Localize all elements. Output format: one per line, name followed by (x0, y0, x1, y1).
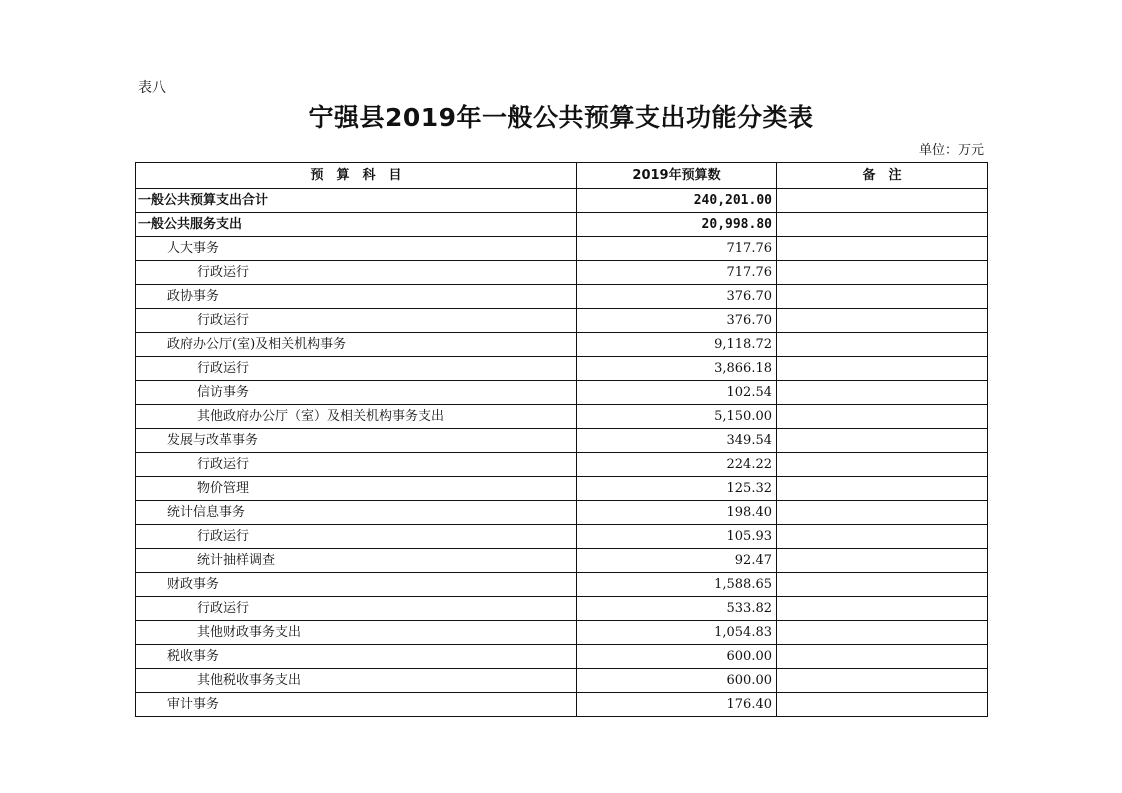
table-row (136, 381, 988, 405)
table-row (136, 645, 988, 669)
row-subject: 其他税收事务支出 (136, 669, 577, 693)
column-header-subject: 预 算 科 目 (136, 163, 577, 189)
row-subject: 行政运行 (136, 597, 577, 621)
row-note (777, 261, 988, 285)
row-subject: 行政运行 (136, 309, 577, 333)
table-number-label: 表八 (138, 80, 166, 96)
row-subject: 行政运行 (136, 357, 577, 381)
row-note (777, 309, 988, 333)
row-subject: 行政运行 (136, 525, 577, 549)
row-subject: 统计抽样调查 (136, 549, 577, 573)
table-body (136, 189, 988, 717)
row-note (777, 477, 988, 501)
row-amount: 717.76 (577, 237, 777, 261)
row-amount: 92.47 (577, 549, 777, 573)
row-note (777, 429, 988, 453)
table-row (136, 285, 988, 309)
table-row (136, 213, 988, 237)
table-row (136, 453, 988, 477)
row-amount: 376.70 (577, 285, 777, 309)
row-subject: 政府办公厅(室)及相关机构事务 (136, 333, 577, 357)
row-subject: 财政事务 (136, 573, 577, 597)
row-amount: 9,118.72 (577, 333, 777, 357)
row-subject: 物价管理 (136, 477, 577, 501)
table-row (136, 333, 988, 357)
row-note (777, 525, 988, 549)
row-note (777, 405, 988, 429)
table-row (136, 597, 988, 621)
row-note (777, 453, 988, 477)
unit-label: 单位：万元 (918, 143, 984, 158)
table-row (136, 693, 988, 717)
column-header-amount: 2019年预算数 (577, 163, 777, 189)
row-subject: 一般公共服务支出 (136, 213, 577, 237)
row-amount: 176.40 (577, 693, 777, 717)
table-row (136, 525, 988, 549)
row-note (777, 357, 988, 381)
row-note (777, 645, 988, 669)
table-row (136, 429, 988, 453)
row-amount: 102.54 (577, 381, 777, 405)
row-note (777, 213, 988, 237)
row-note (777, 597, 988, 621)
table-row (136, 621, 988, 645)
row-subject: 发展与改革事务 (136, 429, 577, 453)
row-amount: 5,150.00 (577, 405, 777, 429)
page-title: 宁强县2019年一般公共预算支出功能分类表 (308, 103, 814, 132)
table-row (136, 309, 988, 333)
row-subject: 政协事务 (136, 285, 577, 309)
row-subject: 税收事务 (136, 645, 577, 669)
row-subject: 行政运行 (136, 453, 577, 477)
table-row (136, 573, 988, 597)
row-amount: 198.40 (577, 501, 777, 525)
row-subject: 人大事务 (136, 237, 577, 261)
row-subject: 审计事务 (136, 693, 577, 717)
row-subject: 行政运行 (136, 261, 577, 285)
row-amount: 125.32 (577, 477, 777, 501)
row-amount: 376.70 (577, 309, 777, 333)
row-amount: 240,201.00 (577, 189, 777, 213)
row-subject: 信访事务 (136, 381, 577, 405)
row-note (777, 381, 988, 405)
table-row (136, 405, 988, 429)
row-note (777, 549, 988, 573)
table-row (136, 261, 988, 285)
row-amount: 3,866.18 (577, 357, 777, 381)
row-note (777, 189, 988, 213)
row-note (777, 501, 988, 525)
table-row (136, 669, 988, 693)
row-amount: 600.00 (577, 645, 777, 669)
table-row (136, 501, 988, 525)
table-row (136, 189, 988, 213)
row-subject: 统计信息事务 (136, 501, 577, 525)
row-amount: 600.00 (577, 669, 777, 693)
row-note (777, 237, 988, 261)
table-row (136, 477, 988, 501)
row-amount: 105.93 (577, 525, 777, 549)
row-amount: 349.54 (577, 429, 777, 453)
row-subject: 一般公共预算支出合计 (136, 189, 577, 213)
table-row (136, 357, 988, 381)
row-note (777, 285, 988, 309)
row-amount: 20,998.80 (577, 213, 777, 237)
row-note (777, 669, 988, 693)
table-row (136, 237, 988, 261)
row-amount: 224.22 (577, 453, 777, 477)
row-amount: 717.76 (577, 261, 777, 285)
row-amount: 533.82 (577, 597, 777, 621)
row-note (777, 573, 988, 597)
row-subject: 其他政府办公厅（室）及相关机构事务支出 (136, 405, 577, 429)
budget-table (135, 162, 988, 717)
column-header-note: 备 注 (777, 163, 988, 189)
row-note (777, 621, 988, 645)
row-amount: 1,054.83 (577, 621, 777, 645)
row-amount: 1,588.65 (577, 573, 777, 597)
row-note (777, 693, 988, 717)
table-row (136, 549, 988, 573)
row-subject: 其他财政事务支出 (136, 621, 577, 645)
table-header-row (136, 163, 988, 189)
row-note (777, 333, 988, 357)
